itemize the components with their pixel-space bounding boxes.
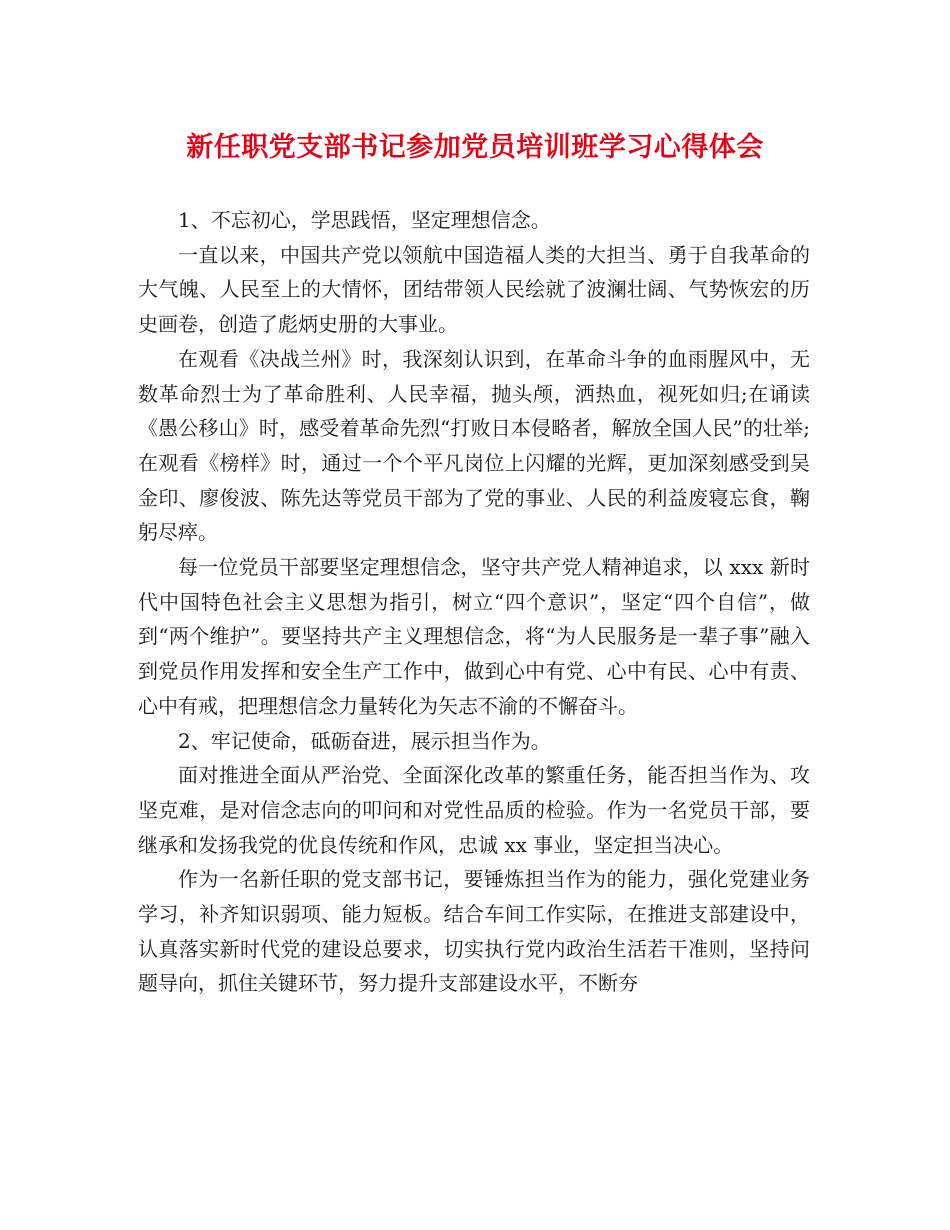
section-heading-1: 1、不忘初心，学思践悟，坚定理想信念。 xyxy=(178,208,551,232)
document-title: 新任职党支部书记参加党员培训班学习心得体会 xyxy=(186,132,764,163)
paragraph: 在观看《决战兰州》时，我深刻认识到，在革命斗争的血雨腥风中，无数革命烈士为了革命胜利、人民幸福，抛头颅，洒热血，视死如归;在诵读《愚公移山》时，感受着革命先烈“打败日本侵略者，解放全国人民”的壮举;在观看《榜样》时，通过一个个平凡岗位上闪耀的光辉，更加深刻感受到吴金印、廖俊波、陈先达等党员干部为了党的事业、人民的利益废寝忘食，鞠躬尽瘁。 xyxy=(138,346,810,545)
paragraph: 每一位党员干部要坚定理想信念，坚守共产党人精神追求，以 xxx 新时代中国特色社会主义思想为指引，树立“四个意识”，坚定“四个自信”，做到“两个维护”。要坚持共产主义理想信念，将“为人民服务是一辈子事”融入到党员作用发挥和安全生产工作中，做到心中有党、心中有民、心中有责、心中有戒，把理想信念力量转化为矢志不渝的不懈奋斗。 xyxy=(138,555,810,718)
section-heading-2: 2、牢记使命，砥砺奋进，展示担当作为。 xyxy=(178,728,551,753)
document-body xyxy=(138,203,810,1001)
paragraph: 一直以来，中国共产党以领航中国造福人类的大担当、勇于自我革命的大气魄、人民至上的大情怀，团结带领人民绘就了波澜壮阔、气势恢宏的历史画卷，创造了彪炳史册的大事业。 xyxy=(138,242,810,337)
paragraph: 面对推进全面从严治党、全面深化改革的繁重任务，能否担当作为、攻坚克难，是对信念志向的叩问和对党性品质的检验。作为一名党员干部，要继承和发扬我党的优良传统和作风，忠诚 xx 事业，坚定担当决心。 xyxy=(138,763,810,857)
paragraph: 作为一名新任职的党支部书记，要锤炼担当作为的能力，强化党建业务学习，补齐知识弱项、能力短板。结合车间工作实际，在推进支部建设中，认真落实新时代党的建设总要求，切实执行党内政治生活若干准则，坚持问题导向，抓住关键环节，努力提升支部建设水平，不断夯 xyxy=(138,867,810,996)
